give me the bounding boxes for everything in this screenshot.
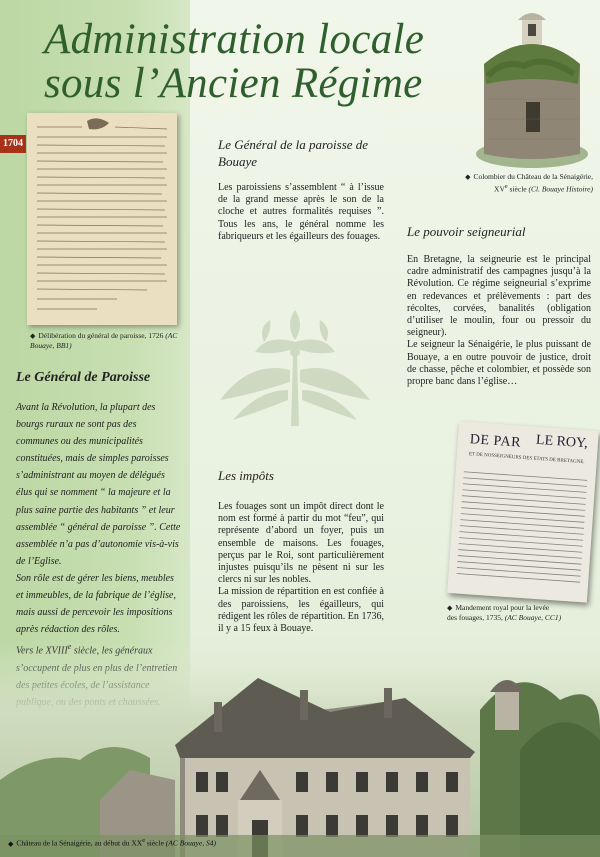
caption-manuscript bbox=[30, 331, 180, 351]
caption-bullet-icon: ◆ bbox=[447, 604, 453, 612]
caption-mandement-line1: Mandement royal pour la levée bbox=[455, 603, 550, 612]
caption-colombier bbox=[423, 172, 593, 195]
pouvoir-paragraph: En Bretagne, la seigneurie est le principal cadre administratif des campagnes jusqu’à la Révolution. Ce régime seigneurial s’exprime en redevances et prélèvements : part des récoltes, corvées, banalités (obligation d’utiliser le moulin, four ou pressoir du seigneur). bbox=[407, 254, 591, 339]
impots-heading: Les impôts bbox=[218, 468, 274, 483]
caption-mandement-source: (AC Bouaye, CC1) bbox=[504, 613, 562, 622]
title-line-1: Administration locale bbox=[44, 16, 425, 63]
general-heading: Le Général de la paroisse de Bouaye bbox=[218, 137, 369, 169]
left-paragraph: Son rôle est de gérer les biens, meubles et immeubles, de la fabrique de l’église, mais aussi de percevoir les impositions après rédaction des rôles. bbox=[16, 572, 176, 636]
title-line-2: sous l’Ancien Régime bbox=[44, 60, 423, 107]
caption-bullet-icon: ◆ bbox=[8, 839, 14, 848]
caption-manuscript-text: Délibération du général de paroisse, 1726 bbox=[38, 331, 166, 340]
impots-paragraph: La mission de répartition en est confiée à des paroissiens, les égailleurs, qui rédigent les rôles de répartition. En 1736, il y a 15 feux à Bouaye. bbox=[218, 586, 384, 635]
left-paragraph: Avant la Révolution, la plupart des bourgs ruraux ne sont pas des communes ou des municipalités constituées, mais de simples paroisses s’administrant au moyen de délégués élus qui se nomment “ la majeure et la plus saine partie des habitants ” et leur assemblée “ général de paroisse ”. Cette assemblée n’a pas d’autonomie vis-à-vis de l’Eglise. bbox=[16, 402, 181, 567]
caption-chateau-source: (AC Bouaye, S4) bbox=[165, 838, 216, 848]
declaration-image bbox=[447, 421, 599, 602]
declaration-subtitle: ET DE NOSSEIGNEURS DES ETATS DE BRETAGNE. bbox=[468, 452, 585, 466]
fleur-ornament-icon bbox=[200, 290, 390, 440]
declaration-head-left: DE PAR bbox=[469, 432, 522, 451]
caption-colombier-source: (Cl. Bouaye Histoire) bbox=[528, 184, 593, 194]
dovecote-image bbox=[474, 4, 590, 170]
year-tag: 1704 bbox=[0, 135, 26, 153]
general-paragraph: Les paroissiens s’assemblent “ à l’issue de la grand messe après le son de la cloche et autres formalités requises ”. Tous les ans, le général nomme les fabriqueurs et les égailleurs des fouages. bbox=[218, 182, 384, 242]
caption-mandement-line2: des fouages, 1735, bbox=[447, 613, 505, 622]
declaration-head-right: LE ROY, bbox=[535, 432, 589, 452]
page-title bbox=[44, 18, 424, 106]
caption-bullet-icon: ◆ bbox=[465, 173, 471, 181]
declaration-text-lines bbox=[456, 468, 588, 596]
pouvoir-paragraph: Le seigneur la Sénaigérie, le plus puissant de Bouaye, a en outre pouvoir de justice, droit de chasse, pêche et colombier, et possède son propre banc dans l’église… bbox=[407, 339, 591, 388]
pouvoir-body bbox=[407, 254, 591, 388]
caption-chateau-text2: siècle bbox=[144, 838, 166, 848]
chateau-image bbox=[0, 640, 600, 857]
caption-bullet-icon: ◆ bbox=[30, 332, 36, 340]
general-body bbox=[218, 182, 384, 243]
caption-manuscript-source: (AC Bouaye, BB1) bbox=[30, 331, 178, 350]
caption-chateau-text: Château de la Sénaigérie, au début du XX bbox=[16, 838, 143, 848]
caption-colombier-sup: e bbox=[504, 183, 508, 190]
manuscript-image bbox=[27, 113, 177, 325]
caption-mandement bbox=[447, 603, 593, 623]
impots-paragraph: Les fouages sont un impôt direct dont le nom est formé à partir du mot “feu”, qui représente d’abord un foyer, puis un ensemble de maisons. Les fouages, perçus par le Roi, sont particulièrement injustes puisqu’ils ne pèsent ni sur les clercs ni sur les nobles. bbox=[218, 501, 384, 586]
caption-colombier-century: XV bbox=[494, 184, 505, 194]
caption-chateau-sup: e bbox=[142, 837, 145, 844]
caption-colombier-text: siècle bbox=[507, 184, 529, 194]
impots-body bbox=[218, 501, 384, 635]
caption-colombier-line1: Colombier du Château de la Sénaigérie, bbox=[473, 172, 593, 181]
left-heading: Le Général de Paroisse bbox=[16, 370, 151, 385]
pouvoir-heading: Le pouvoir seigneurial bbox=[407, 224, 526, 239]
caption-chateau bbox=[8, 836, 288, 849]
